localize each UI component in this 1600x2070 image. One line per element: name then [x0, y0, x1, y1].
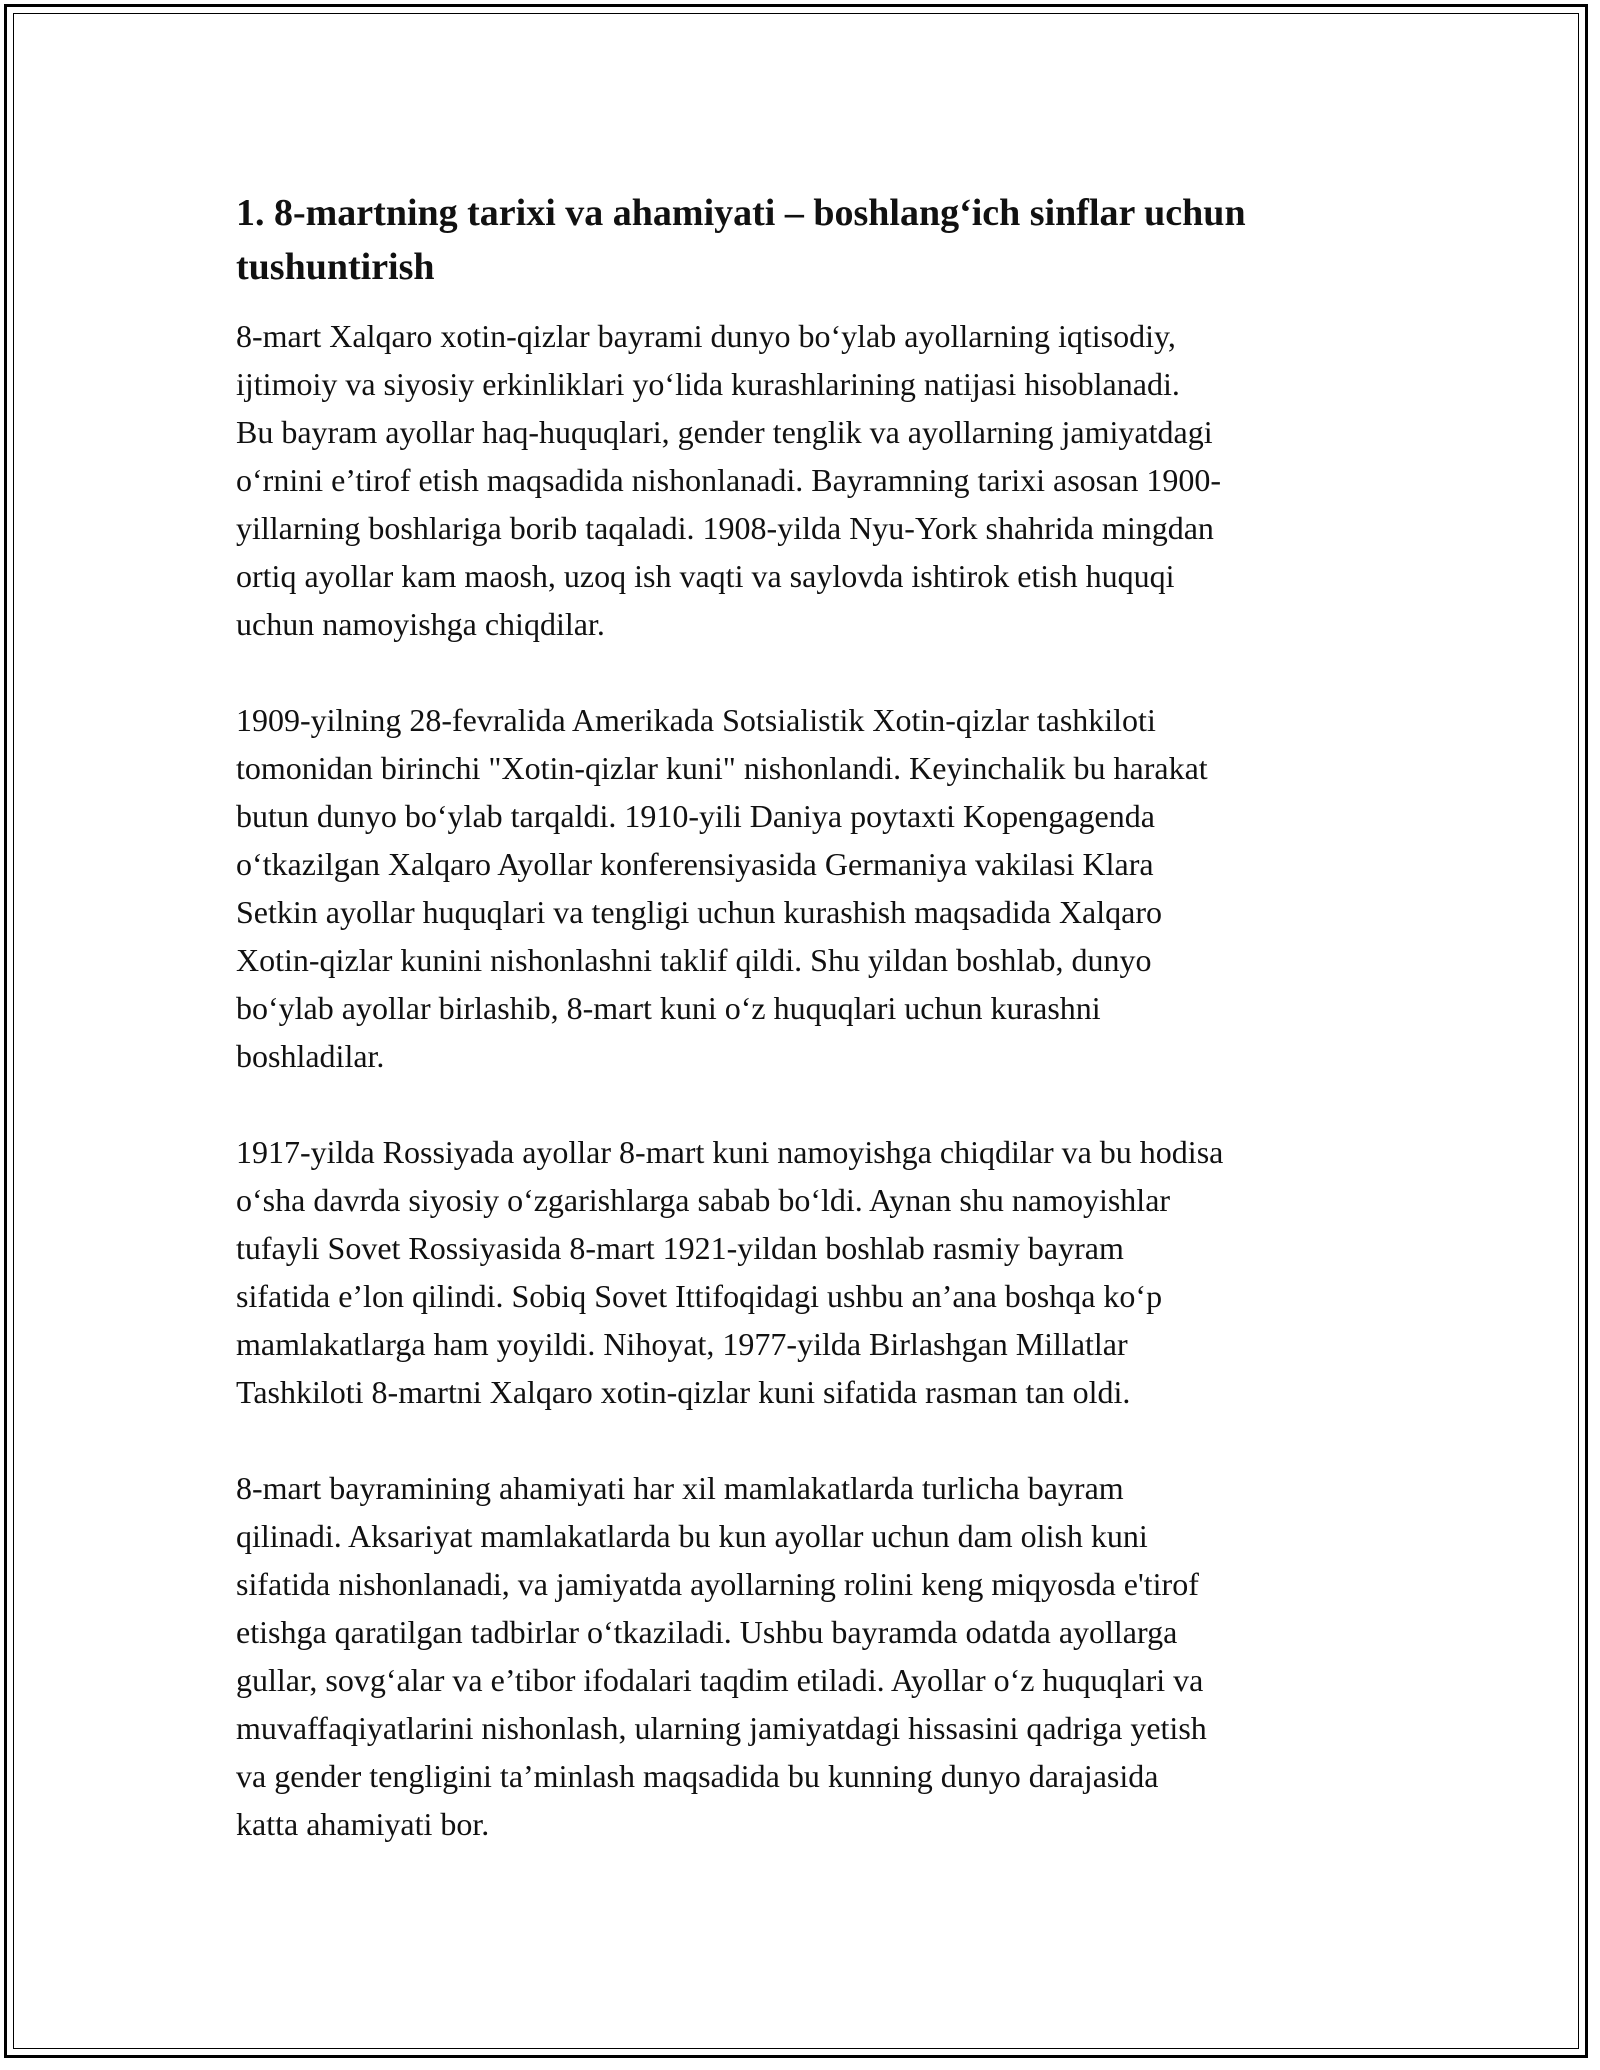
paragraph-significance: 8-mart bayramining ahamiyati har xil mamlakatlarda turlicha bayram qilinadi. Aksariyat mamlakatlarda bu kun ayollar uchun dam olish kuni sifatida nishonlanadi, va jamiyatda ayollarning rolini keng miqyosda e'tirof etishga qaratilgan tadbirlar o‘tkaziladi. Ushbu bayramda odatda ayollarga gullar, sovg‘alar va e’tibor ifodalari taqdim etiladi. Ayollar o‘z huquqlari va muvaffaqiyatlarini nishonlash, ularning jamiyatdagi hissasini qadriga yetish va gender tengligini ta’minlash maqsadida bu kunning dunyo darajasida katta ahamiyati bor.: [236, 1470, 1207, 1842]
paragraph-history-origins: 8-mart Xalqaro xotin-qizlar bayrami dunyo bo‘ylab ayollarning iqtisodiy, ijtimoiy va siyosiy erkinliklari yo‘lida kurashlarining natijasi hisoblanadi. Bu bayram ayollar haq-huquqlari, gender tenglik va ayollarning jamiyatdagi o‘rnini e’tirof etish maqsadida nishonlanadi. Bayramning tarixi asosan 1900- yillarning boshlariga borib taqaladi. 1908-yilda Nyu-York shahrida mingdan ortiq ayollar kam maosh, uzoq ish vaqti va saylovda ishtirok etish huquqi uchun namoyishga chiqdilar.: [236, 318, 1221, 642]
document-body: [236, 186, 1376, 1848]
paragraph-first-womens-day: 1909-yilning 28-fevralida Amerikada Sotsialistik Xotin-qizlar tashkiloti tomonidan birinchi "Xotin-qizlar kuni" nishonlandi. Keyinchalik bu harakat butun dunyo bo‘ylab tarqaldi. 1910-yili Daniya poytaxti Kopengagenda o‘tkazilgan Xalqaro Ayollar konferensiyasida Germaniya vakilasi Klara Setkin ayollar huquqlari va tengligi uchun kurashish maqsadida Xalqaro Xotin-qizlar kunini nishonlashni taklif qildi. Shu yildan boshlab, dunyo bo‘ylab ayollar birlashib, 8-mart kuni o‘z huquqlari uchun kurashni boshladilar.: [236, 702, 1208, 1074]
document-title: 1. 8-martning tarixi va ahamiyati – boshlang‘ich sinflar uchun tushuntirish: [236, 192, 1246, 288]
paragraph-russia-and-un: 1917-yilda Rossiyada ayollar 8-mart kuni namoyishga chiqdilar va bu hodisa o‘sha davrda siyosiy o‘zgarishlarga sabab bo‘ldi. Aynan shu namoyishlar tufayli Sovet Rossiyasida 8-mart 1921-yildan boshlab rasmiy bayram sifatida e’lon qilindi. Sobiq Sovet Ittifoqidagi ushbu an’ana boshqa ko‘p mamlakatlarga ham yoyildi. Nihoyat, 1977-yilda Birlashgan Millatlar Tashkiloti 8-martni Xalqaro xotin-qizlar kuni sifatida rasman tan oldi.: [236, 1134, 1224, 1410]
